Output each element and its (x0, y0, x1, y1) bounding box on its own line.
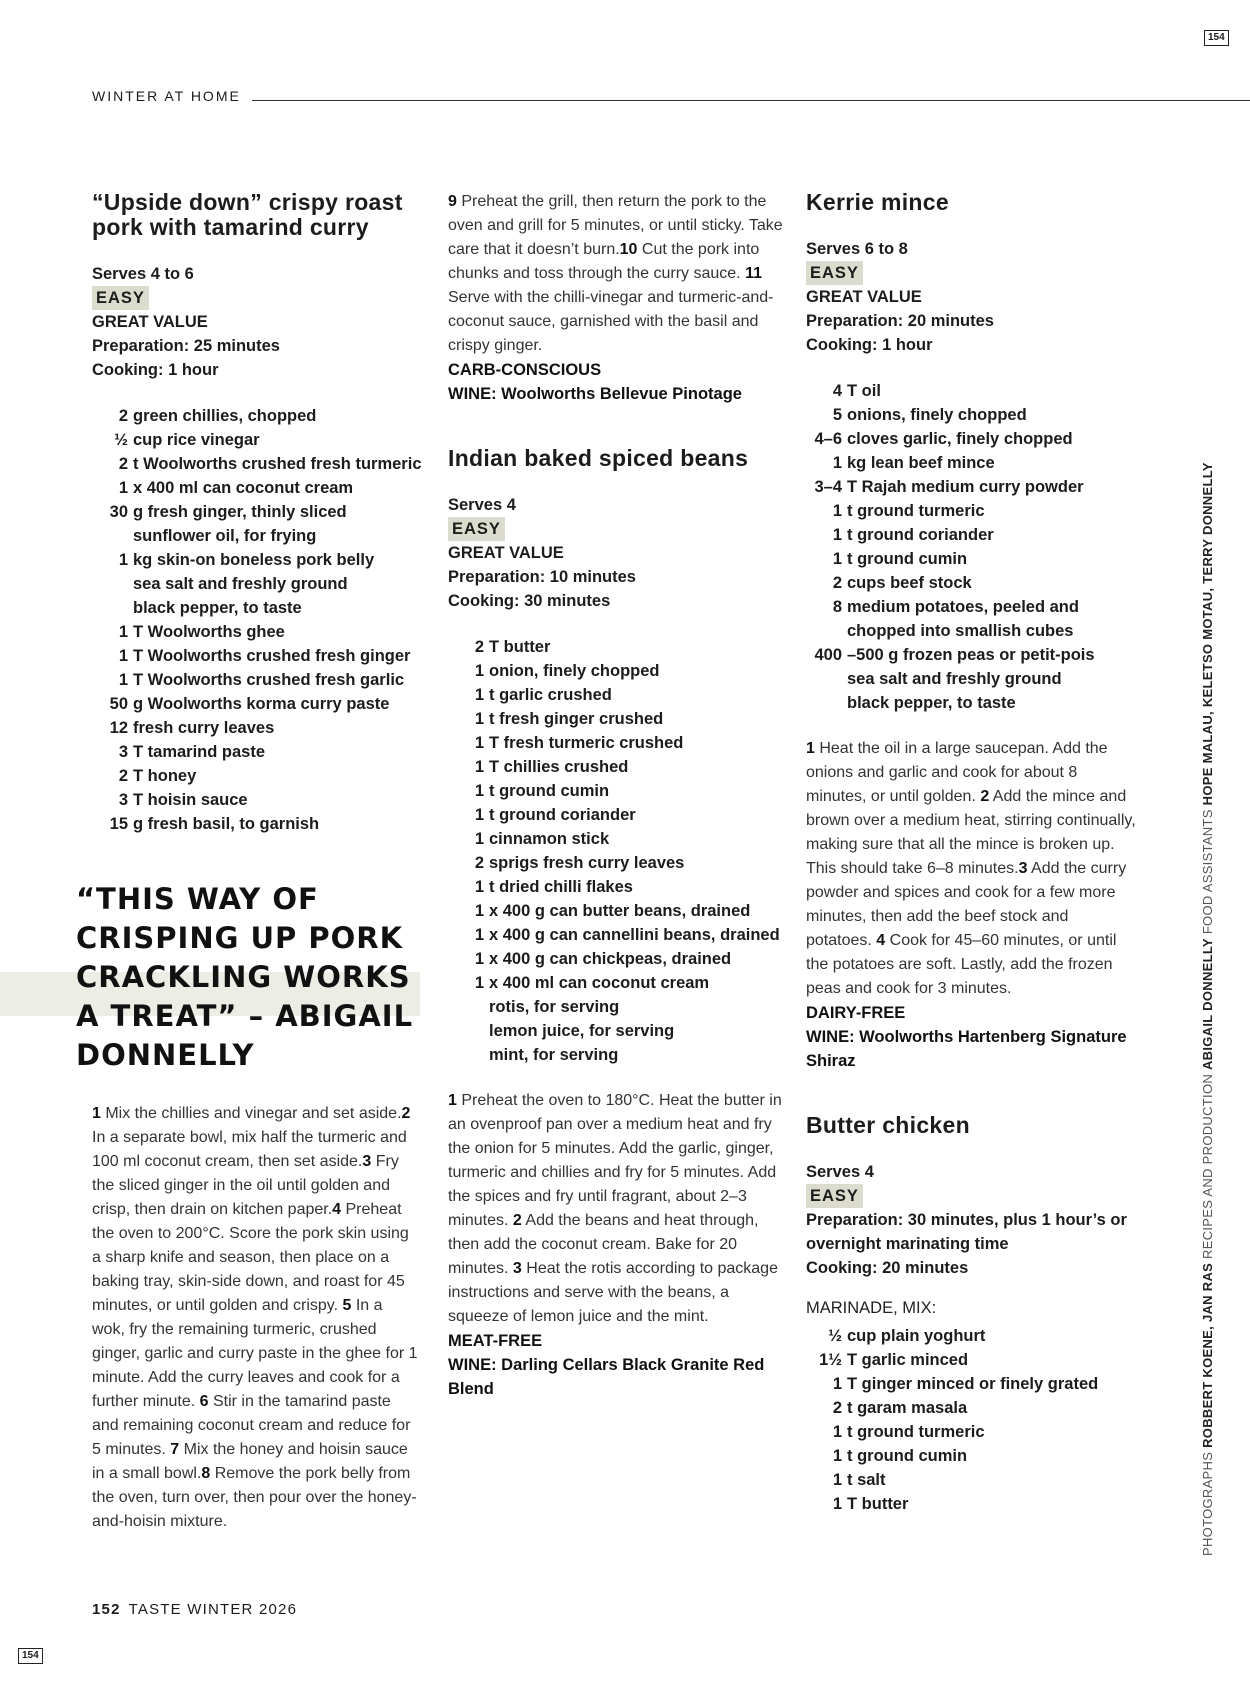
ingredient-text: g fresh ginger, thinly sliced (133, 503, 347, 521)
ingredient-row (806, 379, 1136, 403)
ingredient-quantity: 1 (118, 623, 128, 641)
ingredient-row (448, 875, 783, 899)
recipe-title: Indian baked spiced beans (448, 445, 749, 471)
ingredient-quantity: 1 (832, 1423, 842, 1441)
ingredient-row (806, 427, 1136, 451)
ingredient-text: t ground coriander (847, 526, 994, 544)
ingredient-text: sprigs fresh curry leaves (489, 854, 685, 872)
ingredient-row (92, 524, 422, 548)
ingredient-quantity: 1 (118, 647, 128, 665)
serves: Serves 4 to 6 (92, 265, 194, 283)
ingredient-text: T hoisin sauce (133, 791, 248, 809)
ingredient-quantity: 1 (474, 806, 484, 824)
ingredient-row (448, 707, 783, 731)
step-number: 1 (448, 1092, 457, 1109)
ingredient-text: rotis, for serving (489, 998, 620, 1016)
ingredient-text: chopped into smallish cubes (847, 622, 1074, 640)
step-number: 8 (201, 1465, 211, 1482)
ingredient-row (806, 1420, 1136, 1444)
ingredient-quantity: 1 (474, 926, 484, 944)
ingredient-text: t garam masala (847, 1399, 968, 1417)
ingredient-quantity: 1 (832, 1495, 842, 1513)
step-number: 5 (342, 1297, 352, 1314)
ingredient-quantity (806, 619, 847, 643)
ingredient-quantity: 1 (474, 710, 484, 728)
diet-label: DAIRY-FREE (806, 1004, 906, 1022)
step-number: 2 (401, 1105, 411, 1122)
ingredient-text: x 400 ml can coconut cream (489, 974, 710, 992)
ingredient-quantity: 400 (814, 646, 842, 664)
ingredient-quantity: 1 (474, 782, 484, 800)
ingredient-row (806, 619, 1136, 643)
step-text: In a wok, fry the remaining turmeric, crushed ginger, garlic and curry paste in the ghee for 1 minute. Add the curry leaves and cook for a further minute. (92, 1297, 418, 1410)
ingredient-text: T ginger minced or finely grated (847, 1375, 1099, 1393)
ingredient-quantity (92, 596, 133, 620)
ingredient-row (806, 691, 1136, 715)
recipe-beans (448, 446, 783, 1401)
step-text: Fry the sliced ginger in the oil until golden and crisp, then drain on kitchen paper. (92, 1153, 399, 1218)
diet-label: MEAT-FREE (448, 1332, 543, 1350)
ingredient-text: cups beef stock (847, 574, 972, 592)
ingredient-text: onion, finely chopped (489, 662, 660, 680)
step-number: 11 (745, 265, 762, 282)
ingredient-row (92, 404, 422, 428)
ingredient-quantity: 1 (118, 479, 128, 497)
method-kerrie (806, 737, 1136, 1001)
difficulty-badge: EASY (806, 261, 863, 285)
ingredient-row (806, 667, 1136, 691)
ingredient-row (448, 731, 783, 755)
ingredient-quantity: 2 (118, 767, 128, 785)
credit-role: FOOD ASSISTANTS (1200, 805, 1215, 939)
ingredient-text: onions, finely chopped (847, 406, 1027, 424)
ingredient-text: x 400 g can cannellini beans, drained (489, 926, 780, 944)
ingredient-row (806, 1444, 1136, 1468)
ingredient-row (92, 644, 422, 668)
ingredient-text: x 400 g can butter beans, drained (489, 902, 751, 920)
ingredient-text: t ground cumin (847, 1447, 968, 1465)
ingredient-row (92, 740, 422, 764)
ingredient-quantity: 12 (109, 719, 128, 737)
page-badge-bottom: 154 (18, 1648, 43, 1664)
ingredient-row (92, 548, 422, 572)
serves: Serves 4 (806, 1163, 874, 1181)
method-pork (92, 1102, 418, 1534)
ingredient-row (806, 499, 1136, 523)
ingredient-row (806, 1396, 1136, 1420)
ingredient-text: g fresh basil, to garnish (133, 815, 320, 833)
ingredient-quantity: 1 (474, 950, 484, 968)
ingredient-quantity (806, 667, 847, 691)
ingredient-quantity: 15 (109, 815, 128, 833)
ingredient-text: kg skin-on boneless pork belly (133, 551, 375, 569)
marinade-label: MARINADE, MIX: (806, 1299, 937, 1317)
step-number: 2 (512, 1212, 522, 1229)
ingredient-quantity: 1 (474, 662, 484, 680)
ingredient-quantity: 2 (118, 455, 128, 473)
ingredient-row (806, 1492, 1136, 1516)
cook-time: Cooking: 20 minutes (806, 1259, 969, 1277)
ingredient-row (806, 571, 1136, 595)
step-number: 3 (362, 1153, 372, 1170)
ingredient-quantity: 1 (474, 830, 484, 848)
ingredient-text: t ground cumin (489, 782, 610, 800)
step-text: Cut the pork into chunks and toss through the curry sauce. (448, 241, 760, 282)
ingredient-text: T Woolworths crushed fresh ginger (133, 647, 411, 665)
ingredient-text: green chillies, chopped (133, 407, 317, 425)
ingredient-row (92, 788, 422, 812)
ingredient-text: T chillies crushed (489, 758, 629, 776)
wine-pairing: WINE: Woolworths Hartenberg Signature Shiraz (806, 1028, 1127, 1070)
recipe-kerrie (806, 190, 1136, 1516)
ingredient-row (448, 803, 783, 827)
ingredient-row (806, 1372, 1136, 1396)
ingredient-quantity: ½ (828, 1327, 842, 1345)
ingredient-row (806, 475, 1136, 499)
ingredient-text: medium potatoes, peeled and (847, 598, 1079, 616)
ingredient-quantity: 8 (832, 598, 842, 616)
step-text: Remove the pork belly from the oven, turn over, then pour over the honey-and-hoisin mixture. (92, 1465, 417, 1530)
ingredient-row (448, 923, 783, 947)
step-number: 6 (199, 1393, 209, 1410)
ingredient-row (806, 595, 1136, 619)
step-number: 9 (448, 193, 457, 210)
ingredient-row (806, 547, 1136, 571)
ingredient-row (448, 659, 783, 683)
ingredient-text: T Woolworths ghee (133, 623, 285, 641)
ingredient-text: T butter (489, 638, 551, 656)
recipe-title: Butter chicken (806, 1112, 970, 1138)
ingredient-quantity: 30 (109, 503, 128, 521)
ingredient-row (806, 1468, 1136, 1492)
credit-name: HOPE MALAU, KELETSO MOTAU, TERRY DONNELLY (1200, 462, 1215, 806)
ingredient-text: sea salt and freshly ground (133, 575, 348, 593)
page-badge-top: 154 (1204, 30, 1229, 46)
ingredient-text: t Woolworths crushed fresh turmeric (133, 455, 422, 473)
step-text: Mix the chillies and vinegar and set aside. (100, 1105, 402, 1122)
step-text: Preheat the oven to 200°C. Score the pork skin using a sharp knife and season, then place on a baking tray, skin-side down, and roast for 45 minutes, or until golden and crispy. (92, 1201, 409, 1314)
ingredient-row (92, 596, 422, 620)
ingredient-row (448, 779, 783, 803)
cook-time: Cooking: 1 hour (806, 336, 933, 354)
ingredient-row (448, 827, 783, 851)
publication-name: TASTE WINTER 2026 (128, 1601, 298, 1618)
ingredient-text: t salt (847, 1471, 886, 1489)
ingredient-quantity: 1½ (819, 1351, 842, 1369)
step-text: Heat the rotis according to package instructions and serve with the beans, a squeeze of lemon juice and the mint. (448, 1260, 778, 1325)
ingredient-row (448, 995, 783, 1019)
step-text: In a separate bowl, mix half the turmeric and 100 ml coconut cream, then set aside. (92, 1129, 407, 1170)
ingredient-text: black pepper, to taste (133, 599, 302, 617)
ingredient-quantity: 2 (832, 574, 842, 592)
ingredient-text: T tamarind paste (133, 743, 266, 761)
step-number: 1 (806, 740, 815, 757)
ingredient-quantity (448, 1019, 489, 1043)
ingredient-quantity: 1 (118, 671, 128, 689)
ingredient-quantity: 4 (832, 382, 842, 400)
prep-time: Preparation: 20 minutes (806, 312, 994, 330)
ingredient-quantity: 1 (474, 686, 484, 704)
ingredient-text: x 400 ml can coconut cream (133, 479, 354, 497)
method-steps (448, 1092, 782, 1325)
ingredient-quantity: 1 (832, 550, 842, 568)
wine-pairing: WINE: Woolworths Bellevue Pinotage (448, 385, 742, 403)
wine-pairing: WINE: Darling Cellars Black Granite Red Blend (448, 1356, 765, 1398)
ingredient-quantity: 1 (474, 878, 484, 896)
ingredient-text: T oil (847, 382, 881, 400)
method-steps (448, 193, 783, 354)
ingredient-quantity: 2 (832, 1399, 842, 1417)
ingredient-list (92, 404, 422, 836)
ingredient-list (448, 635, 783, 1067)
prep-time: Preparation: 25 minutes (92, 337, 280, 355)
ingredient-text: T garlic minced (847, 1351, 969, 1369)
ingredient-quantity: 4–6 (814, 430, 842, 448)
step-number: 4 (876, 932, 886, 949)
prep-time: Preparation: 30 minutes, plus 1 hour’s or overnight marinating time (806, 1211, 1127, 1253)
ingredient-text: T Woolworths crushed fresh garlic (133, 671, 405, 689)
ingredient-text: cup plain yoghurt (847, 1327, 986, 1345)
page-number: 152 (92, 1601, 121, 1618)
ingredient-text: T butter (847, 1495, 909, 1513)
ingredient-quantity: 1 (474, 974, 484, 992)
ingredient-row (448, 1019, 783, 1043)
ingredient-text: t ground coriander (489, 806, 636, 824)
step-text: Preheat the grill, then return the pork to the oven and grill for 5 minutes, or until sticky. Take care that it doesn’t burn. (448, 193, 783, 258)
credit-name: ROBBERT KOENE, JAN RAS (1200, 1262, 1215, 1448)
ingredient-quantity: 2 (474, 854, 484, 872)
cook-time: Cooking: 1 hour (92, 361, 219, 379)
ingredient-text: g Woolworths korma curry paste (133, 695, 390, 713)
ingredient-quantity: 3 (118, 743, 128, 761)
ingredient-text: T fresh turmeric crushed (489, 734, 684, 752)
ingredient-quantity: 50 (109, 695, 128, 713)
recipe-title: “Upside down” crispy roast pork with tamarind curry (92, 189, 403, 240)
credit-role: PHOTOGRAPHS (1200, 1447, 1215, 1556)
ingredient-row (92, 572, 422, 596)
ingredient-row (448, 971, 783, 995)
ingredient-row (806, 643, 1136, 667)
ingredient-row (448, 947, 783, 971)
step-number: 1 (92, 1105, 101, 1122)
value-label: GREAT VALUE (448, 544, 564, 562)
ingredient-quantity: 2 (118, 407, 128, 425)
ingredient-text: sunflower oil, for frying (133, 527, 317, 545)
ingredient-quantity: 3–4 (814, 478, 842, 496)
prep-time: Preparation: 10 minutes (448, 568, 636, 586)
ingredient-row (448, 899, 783, 923)
diet-label: CARB-CONSCIOUS (448, 361, 602, 379)
ingredient-list (806, 379, 1136, 715)
ingredient-quantity: 1 (832, 1375, 842, 1393)
photo-credits (1200, 462, 1215, 1556)
step-text: Stir in the tamarind paste and remaining coconut cream and reduce for 5 minutes. (92, 1393, 411, 1458)
ingredient-row (806, 451, 1136, 475)
credit-name: ABIGAIL DONNELLY (1200, 938, 1215, 1071)
serves: Serves 4 (448, 496, 516, 514)
serves: Serves 6 to 8 (806, 240, 908, 258)
recipe-pork (92, 190, 422, 836)
ingredient-quantity: 1 (832, 454, 842, 472)
ingredient-quantity: 1 (832, 502, 842, 520)
step-text: Heat the oil in a large saucepan. Add the onions and garlic and cook for about 8 minutes, or until golden. (806, 740, 1108, 805)
ingredient-text: cloves garlic, finely chopped (847, 430, 1073, 448)
ingredient-text: t dried chilli flakes (489, 878, 633, 896)
ingredient-quantity: 1 (832, 526, 842, 544)
ingredient-text: T Rajah medium curry powder (847, 478, 1084, 496)
ingredient-text: t fresh ginger crushed (489, 710, 664, 728)
ingredient-row (92, 620, 422, 644)
ingredient-quantity: 1 (474, 902, 484, 920)
ingredient-row (806, 1348, 1136, 1372)
step-text: Add the beans and heat through, then add the coconut cream. Bake for 20 minutes. (448, 1212, 759, 1277)
section-label: WINTER AT HOME (92, 88, 241, 104)
step-number: 4 (332, 1201, 342, 1218)
step-text: Add the mince and brown over a medium heat, stirring continually, making sure that all the mince is broken up. This should take 6–8 minutes. (806, 788, 1136, 877)
ingredient-quantity: ½ (114, 431, 128, 449)
difficulty-badge: EASY (448, 517, 505, 541)
ingredient-text: black pepper, to taste (847, 694, 1016, 712)
ingredient-row (92, 428, 422, 452)
step-number: 7 (170, 1441, 180, 1458)
ingredient-row (448, 635, 783, 659)
ingredient-row (448, 1043, 783, 1067)
step-number: 3 (512, 1260, 522, 1277)
ingredient-row (448, 683, 783, 707)
value-label: GREAT VALUE (806, 288, 922, 306)
recipe-title: Kerrie mince (806, 189, 949, 215)
ingredient-row (92, 476, 422, 500)
ingredient-row (92, 692, 422, 716)
ingredient-row (92, 764, 422, 788)
ingredient-text: lemon juice, for serving (489, 1022, 675, 1040)
ingredient-row (92, 668, 422, 692)
ingredient-text: –500 g frozen peas or petit-pois (847, 646, 1095, 664)
recipe-pork-continued (448, 190, 783, 1401)
page-footer (92, 1601, 297, 1618)
ingredient-row (448, 755, 783, 779)
ingredient-row (806, 523, 1136, 547)
ingredient-row (806, 403, 1136, 427)
ingredient-quantity: 1 (118, 551, 128, 569)
method-steps (806, 740, 1136, 997)
ingredient-text: t garlic crushed (489, 686, 612, 704)
cook-time: Cooking: 30 minutes (448, 592, 611, 610)
ingredient-quantity: 1 (474, 734, 484, 752)
step-text: Preheat the oven to 180°C. Heat the butter in an ovenproof pan over a medium heat and fry the onion for 5 minutes. Add the garlic, ginger, turmeric and chillies and fry for 5 minutes. Add the spices and fry until fragrant, about 2–3 minutes. (448, 1092, 782, 1229)
ingredient-text: mint, for serving (489, 1046, 619, 1064)
ingredient-quantity: 1 (832, 1447, 842, 1465)
difficulty-badge: EASY (92, 286, 149, 310)
ingredient-quantity (92, 524, 133, 548)
ingredient-quantity (92, 572, 133, 596)
ingredient-text: cinnamon stick (489, 830, 610, 848)
ingredient-quantity (806, 691, 847, 715)
recipe-butter-chicken (806, 1113, 1136, 1516)
method-beans (448, 1089, 783, 1329)
value-label: GREAT VALUE (92, 313, 208, 331)
step-number: 2 (980, 788, 990, 805)
ingredient-row (92, 812, 422, 836)
credit-role: RECIPES AND PRODUCTION (1200, 1070, 1215, 1263)
ingredient-row (92, 716, 422, 740)
step-number: 10 (619, 241, 638, 258)
ingredient-text: t ground turmeric (847, 502, 985, 520)
ingredient-text: t ground cumin (847, 550, 968, 568)
ingredient-quantity: 2 (474, 638, 484, 656)
ingredient-quantity: 5 (832, 406, 842, 424)
ingredient-row (806, 1324, 1136, 1348)
difficulty-badge: EASY (806, 1184, 863, 1208)
step-number: 3 (1018, 860, 1028, 877)
ingredient-quantity (448, 1043, 489, 1067)
method-pork-continued (448, 190, 783, 358)
ingredient-text: fresh curry leaves (133, 719, 275, 737)
step-text: Serve with the chilli-vinegar and turmeric-and-coconut sauce, garnished with the basil and crispy ginger. (448, 289, 774, 354)
step-text: Mix the honey and hoisin sauce in a small bowl. (92, 1441, 408, 1482)
ingredient-text: t ground turmeric (847, 1423, 985, 1441)
pull-quote: “THIS WAY OF CRISPING UP PORK CRACKLING WORKS A TREAT” – ABIGAIL DONNELLY (76, 882, 414, 1072)
ingredient-row (92, 500, 422, 524)
ingredient-text: T honey (133, 767, 197, 785)
ingredient-text: sea salt and freshly ground (847, 670, 1062, 688)
header-rule (252, 100, 1250, 101)
ingredient-text: cup rice vinegar (133, 431, 260, 449)
ingredient-quantity: 3 (118, 791, 128, 809)
ingredient-text: kg lean beef mince (847, 454, 995, 472)
step-text: Cook for 45–60 minutes, or until the potatoes are soft. Lastly, add the frozen peas and cook for 3 minutes. (806, 932, 1117, 997)
ingredient-list (806, 1324, 1136, 1516)
ingredient-quantity: 1 (832, 1471, 842, 1489)
ingredient-text: x 400 g can chickpeas, drained (489, 950, 732, 968)
ingredient-quantity: 1 (474, 758, 484, 776)
ingredient-quantity (448, 995, 489, 1019)
ingredient-row (448, 851, 783, 875)
method-steps (92, 1105, 418, 1530)
step-text: Add the curry powder and spices and cook for a few more minutes, then add the beef stock and potatoes. (806, 860, 1127, 949)
ingredient-row (92, 452, 422, 476)
